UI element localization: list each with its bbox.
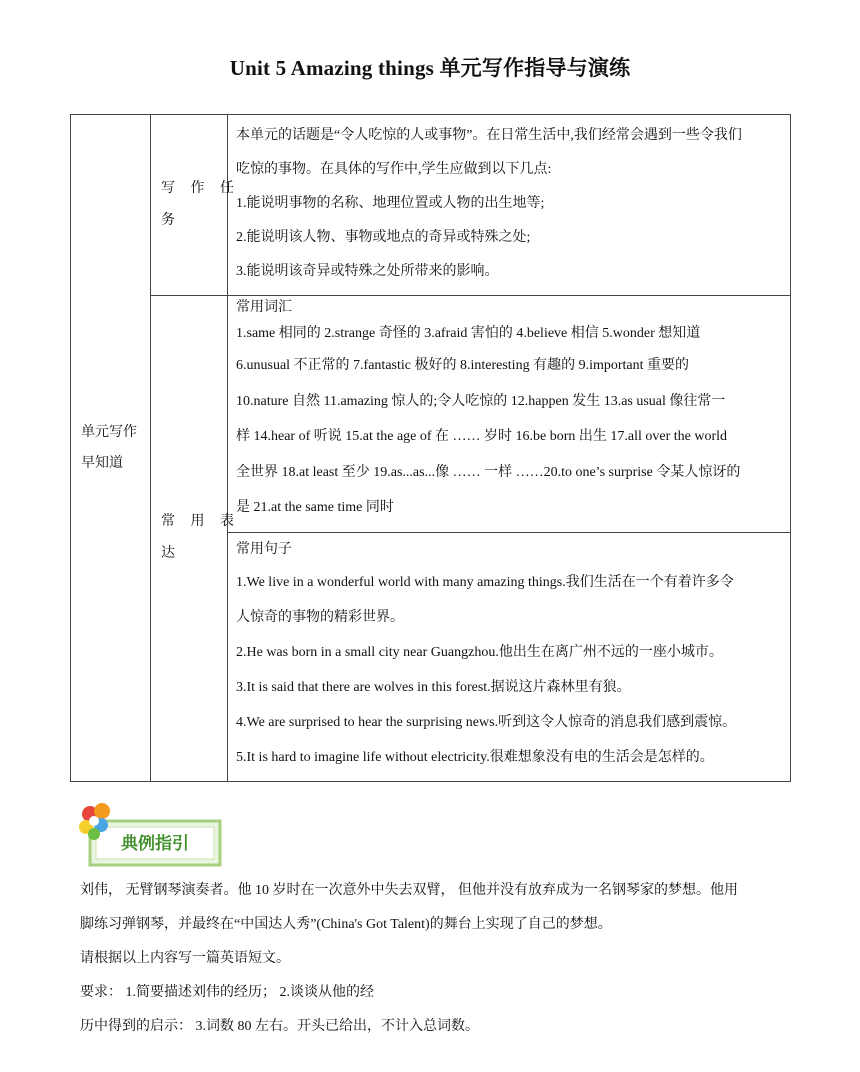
vocab-line: 是 21.at the same time 同时 [236, 500, 394, 515]
sentence-line: 4.We are surprised to hear the surprising news.听到这令人惊奇的消息我们感到震惊。 [236, 714, 737, 730]
task-line: 1.能说明事物的名称、地理位置或人物的出生地等; [236, 196, 545, 211]
task-content-cell [228, 115, 791, 296]
badge-label: 典例指引 [121, 834, 189, 854]
example-guide-badge [76, 801, 222, 867]
writing-prompt [80, 874, 800, 1044]
row-header-line: 单元写作 [81, 424, 137, 440]
prompt-line: 刘伟， 无臂钢琴演奏者。他 10 岁时在一次意外中失去双臂， 但他并没有放弃成为一名钢琴家的梦想。他用 [80, 883, 738, 898]
sentence-title: 常用句子 [236, 541, 292, 557]
row-header-line: 早知道 [81, 455, 123, 471]
sentence-line: 1.We live in a wonderful world with many amazing things.我们生活在一个有着许多令 [236, 574, 734, 590]
sentence-line: 3.It is said that there are wolves in this forest.据说这片森林里有狼。 [236, 679, 631, 695]
vocab-line: 样 14.hear of 听说 15.at the age of 在 …… 岁时 16.be born 出生 17.all over the world [236, 429, 728, 444]
vocab-line: 1.same 相同的 2.strange 奇怪的 3.afraid 害怕的 4.believe 相信 5.wonder 想知道 [236, 326, 701, 341]
sentence-cell [228, 532, 791, 781]
vocab-title: 常用词汇 [236, 300, 292, 315]
expression-label-line: 达 [161, 546, 181, 562]
sentence-line: 人惊奇的事物的精彩世界。 [236, 609, 404, 625]
page-title: Unit 5 Amazing things 单元写作指导与演练 [229, 56, 631, 80]
sentence-line: 2.He was born in a small city near Guangzhou.他出生在离广州不远的一座小城市。 [236, 644, 723, 660]
task-label-line: 写 作 任 [161, 181, 240, 196]
sentence-line: 5.It is hard to imagine life without electricity.很难想象没有电的生活会是怎样的。 [236, 749, 714, 765]
vocab-line: 6.unusual 不正常的 7.fantastic 极好的 8.interesting 有趣的 9.important 重要的 [236, 358, 690, 373]
vocab-line: 10.nature 自然 11.amazing 惊人的;令人吃惊的 12.happen 发生 13.as usual 像往常一 [236, 393, 726, 409]
task-label-line: 务 [161, 213, 181, 228]
writing-guide-table [70, 114, 791, 782]
task-line: 3.能说明该奇异或特殊之处所带来的影响。 [236, 264, 499, 279]
prompt-line: 脚练习弹钢琴，并最终在“中国达人秀”(China's Got Talent)的舞台上实现了自己的梦想。 [80, 917, 612, 932]
task-label-cell [151, 115, 240, 296]
table-row-task [71, 115, 791, 296]
task-line: 2.能说明该人物、事物或地点的奇异或特殊之处; [236, 230, 531, 245]
prompt-line: 请根据以上内容写一篇英语短文。 [80, 951, 290, 966]
row-header-cell [71, 115, 151, 782]
expression-label-line: 常 用 表 [161, 514, 240, 530]
task-line: 本单元的话题是“令人吃惊的人或事物”。在日常生活中,我们经常会遇到一些令我们 [236, 128, 742, 143]
vocab-cell [228, 296, 791, 533]
expression-label-cell [151, 296, 240, 782]
table-row-expression [71, 296, 791, 533]
prompt-line: 历中得到的启示： 3.词数 80 左右。开头已给出，不计入总词数。 [80, 1019, 479, 1034]
task-line: 吃惊的事物。在具体的写作中,学生应做到以下几点: [236, 162, 552, 177]
vocab-line: 全世界 18.at least 至少 19.as...as...像 …… 一样 ……20.to one’s surprise 令某人惊讶的 [236, 464, 741, 480]
prompt-line: 要求： 1.简要描述刘伟的经历； 2.谈谈从他的经 [80, 985, 374, 1000]
